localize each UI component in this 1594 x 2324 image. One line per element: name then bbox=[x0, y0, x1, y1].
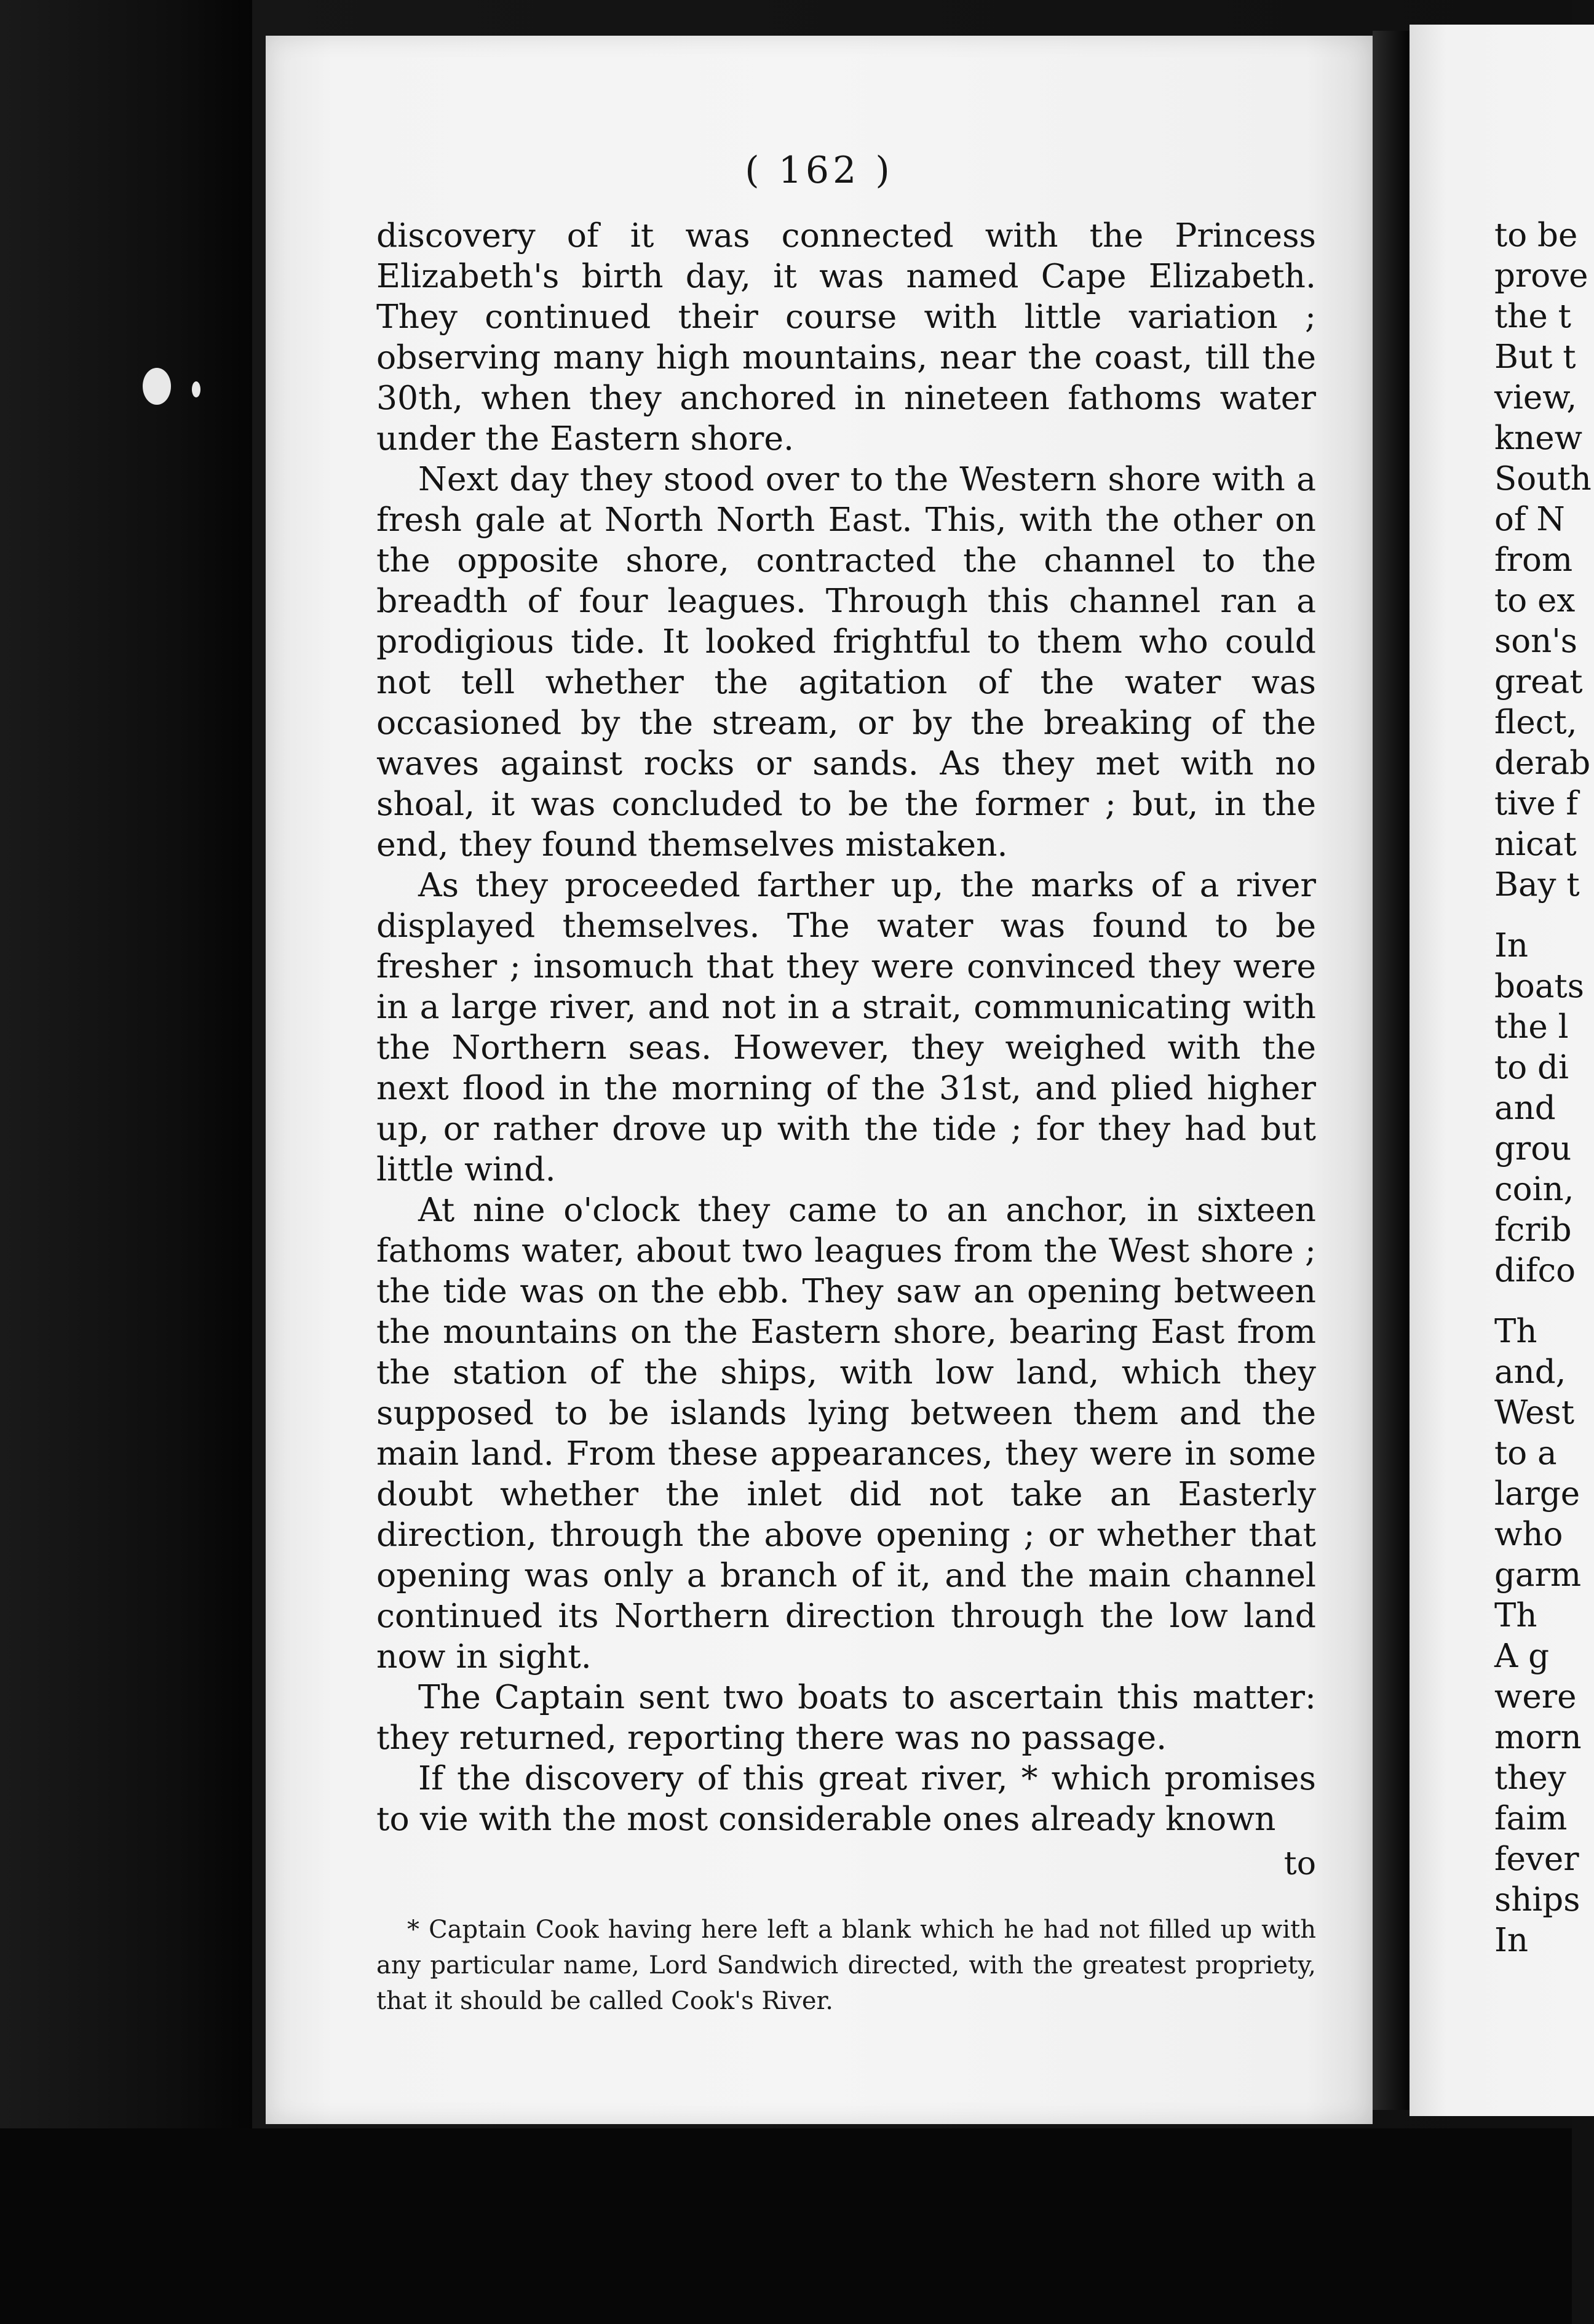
facing-line: the l bbox=[1494, 1008, 1569, 1046]
paragraph-gap bbox=[1494, 1291, 1572, 1311]
facing-line: to a bbox=[1494, 1435, 1557, 1472]
facing-line: and bbox=[1494, 1089, 1556, 1127]
page-number: ( 162 ) bbox=[745, 149, 894, 192]
facing-line: the t bbox=[1494, 298, 1571, 335]
facing-line: to ex bbox=[1494, 582, 1576, 619]
facing-line: ships bbox=[1494, 1881, 1580, 1919]
footnote: * Captain Cook having here left a blank which he had not filled up with any particular name, Lord Sandwich directed, with the greatest propriety, that it should be called Cook's River. bbox=[376, 1916, 1316, 2015]
paragraph: If the discovery of this great river, * which promises to vie with the most considerable ones already known bbox=[376, 1759, 1316, 1838]
page-gutter bbox=[1373, 31, 1410, 2110]
facing-line: were bbox=[1494, 1678, 1577, 1716]
facing-line: knew bbox=[1494, 420, 1582, 457]
facing-line: prove bbox=[1494, 257, 1588, 295]
facing-page-text bbox=[1494, 215, 1592, 1961]
facing-line: to be bbox=[1494, 217, 1578, 254]
facing-line: of N bbox=[1494, 501, 1565, 538]
bottom-dark-margin bbox=[0, 2128, 1572, 2324]
catchword: to bbox=[1283, 1845, 1316, 1882]
facing-line: In bbox=[1494, 927, 1529, 965]
paragraph: The Captain sent two boats to ascertain this matter: they returned, reporting there was no passage. bbox=[376, 1677, 1316, 1757]
paragraph: At nine o'clock they came to an anchor, in sixteen fathoms water, about two leagues from the West shore ; the tide was on the ebb. They saw an opening between the mountains on the Eastern shore, bearing East from the station of the ships, with low land, which they supposed to be islands lying between them and the main land. From these appearances, they were in some doubt whether the inlet did not take an Easterly direction, through the above opening ; or whether that opening was only a branch of it, and the main channel continued its Northern direction through the low land now in sight. bbox=[376, 1190, 1316, 1676]
facing-line: Th bbox=[1494, 1597, 1537, 1634]
left-dark-margin bbox=[0, 0, 252, 2324]
facing-line: flect, bbox=[1494, 704, 1577, 741]
scan-speck bbox=[143, 368, 171, 405]
facing-line: In bbox=[1494, 1922, 1529, 1959]
facing-line: South bbox=[1494, 460, 1592, 498]
paragraph: As they proceeded farther up, the marks of a river displayed themselves. The water was found to be fresher ; insomuch that they were convinced they were in a large river, and not in a strait, communicating with the Northern seas. However, they weighed with the next flood in the morning of the 31st, and plied higher up, or rather drove up with the tide ; for they had but little wind. bbox=[376, 866, 1316, 1188]
facing-line: large bbox=[1494, 1475, 1580, 1513]
facing-line: morn bbox=[1494, 1719, 1582, 1756]
facing-line: fcrib bbox=[1494, 1211, 1572, 1249]
facing-line: Bay t bbox=[1494, 866, 1580, 904]
scan-speck bbox=[192, 381, 200, 397]
facing-line: faim bbox=[1494, 1800, 1568, 1837]
facing-line: grou bbox=[1494, 1130, 1572, 1168]
facing-line: tive f bbox=[1494, 785, 1579, 822]
facing-line: son's bbox=[1494, 623, 1578, 660]
facing-line: fever bbox=[1494, 1840, 1579, 1878]
facing-line: coin, bbox=[1494, 1171, 1574, 1208]
facing-line: garm bbox=[1494, 1556, 1582, 1594]
facing-line: to di bbox=[1494, 1049, 1569, 1086]
paragraph: discovery of it was connected with the Princess Elizabeth's birth day, it was named Cape Elizabeth. They continued their course with little variation ; observing many high mountains, near the coast, till the 30th, when they anchored in nineteen fathoms water under the Eastern shore. bbox=[376, 216, 1316, 458]
facing-line: they bbox=[1494, 1759, 1566, 1797]
facing-line: Th bbox=[1494, 1313, 1537, 1350]
facing-line: West bbox=[1494, 1394, 1575, 1431]
facing-line: boats bbox=[1494, 968, 1584, 1005]
facing-line: difco bbox=[1494, 1252, 1576, 1289]
facing-line: great bbox=[1494, 663, 1583, 701]
facing-line: But t bbox=[1494, 338, 1576, 376]
facing-line: derab bbox=[1494, 744, 1591, 782]
main-text bbox=[376, 215, 1316, 1839]
facing-line: view, bbox=[1494, 379, 1577, 416]
facing-line: nicat bbox=[1494, 826, 1577, 863]
facing-line: and, bbox=[1494, 1353, 1566, 1391]
facing-line: A g bbox=[1494, 1638, 1550, 1675]
facing-line: who bbox=[1494, 1516, 1563, 1553]
facing-line: from bbox=[1494, 541, 1573, 579]
paragraph-gap bbox=[1494, 905, 1572, 926]
paragraph: Next day they stood over to the Western shore with a fresh gale at North North East. This, with the other on the opposite shore, contracted the channel to the breadth of four leagues. Through this channel ran a prodigious tide. It looked frightful to them who could not tell whether the agitation of the water was occasioned by the stream, or by the breaking of the waves against rocks or sands. As they met with no shoal, it was concluded to be the former ; but, in the end, they found themselves mistaken. bbox=[376, 460, 1316, 864]
